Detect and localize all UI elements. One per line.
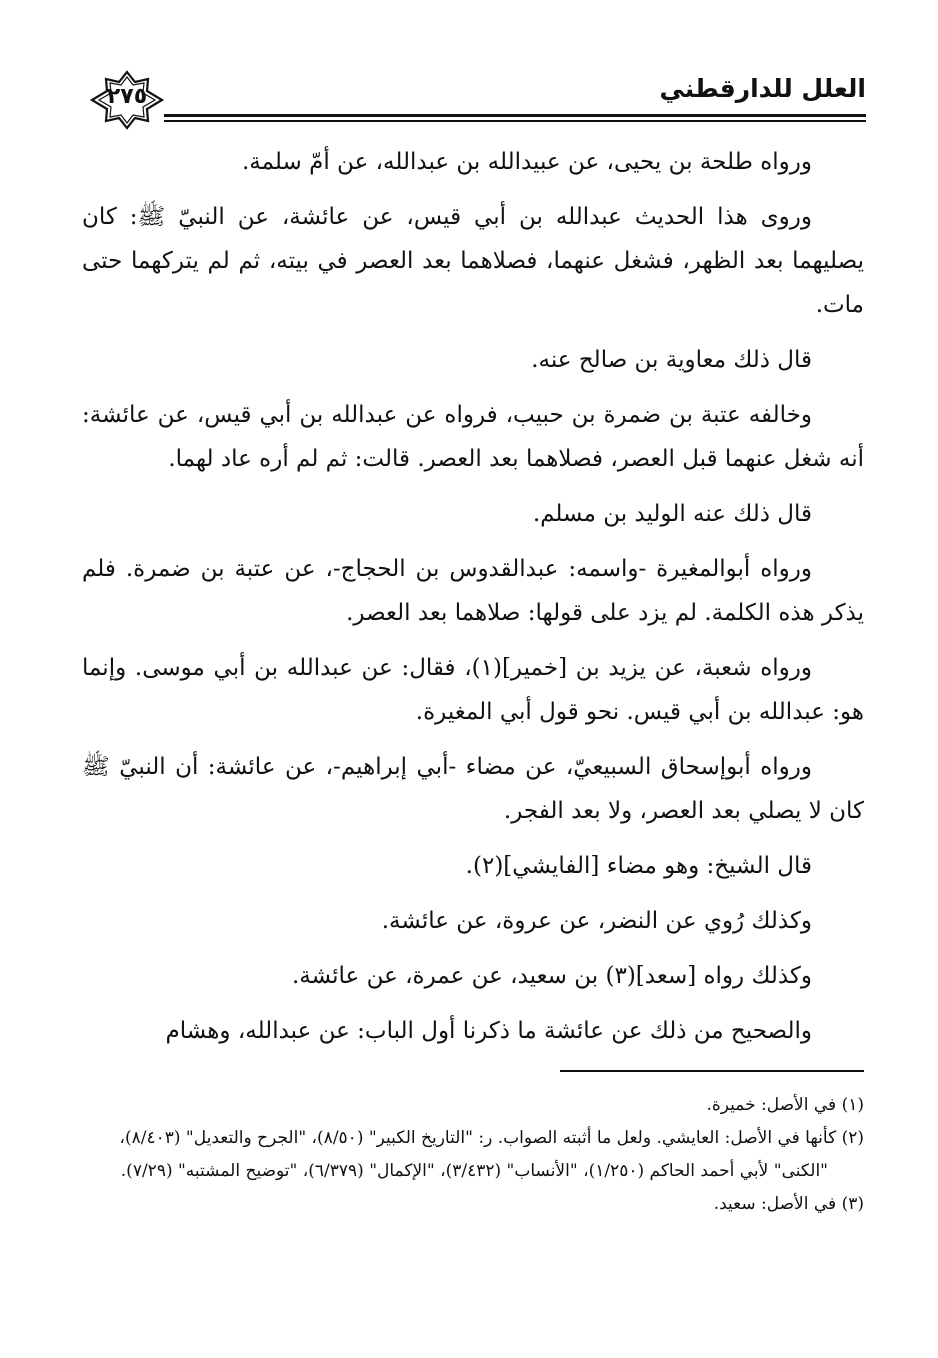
paragraph: ورواه طلحة بن يحيى، عن عبيدالله بن عبدالله، عن أمّ سلمة.	[241, 149, 812, 175]
paragraph: ورواه شعبة، عن يزيد بن [خمير](١)، فقال: عن عبدالله بن أبي موسى. وإنما هو: عبدالله بن أبي قيس. نحو قول أبي المغيرة.	[82, 655, 864, 725]
footnotes	[82, 1090, 864, 1222]
page-header	[88, 70, 866, 130]
paragraph: ورواه أبوالمغيرة -واسمه: عبدالقدوس بن الحجاج-، عن عتبة بن ضمرة. فلم يذكر هذه الكلمة. لم يزد على قولها: صلاهما بعد العصر.	[82, 556, 864, 626]
paragraph: وكذلك رُوي عن النضر، عن عروة، عن عائشة.	[381, 908, 812, 934]
footnote-continuation: "الكنى" لأبي أحمد الحاكم (١/٢٥٠)، "الأنساب" (٣/٤٣٢)، "الإكمال" (٦/٣٧٩)، "توضيح المشتبه" (٧/٢٩).	[120, 1161, 828, 1181]
page-number: ٢٧٥	[106, 84, 148, 109]
header-rule-thin	[164, 120, 866, 122]
main-text	[82, 140, 864, 1064]
paragraph: قال ذلك معاوية بن صالح عنه.	[531, 347, 812, 373]
footnote: (٣) في الأصل: سعيد.	[713, 1194, 864, 1214]
paragraph: وخالفه عتبة بن ضمرة بن حبيب، فرواه عن عبدالله بن أبي قيس، عن عائشة: أنه شغل عنهما قبل العصر، فصلاهما بعد العصر. قالت: ثم لم أره عاد لهما.	[82, 402, 864, 472]
paragraph: قال الشيخ: وهو مضاء [الفايشي](٢).	[465, 853, 812, 879]
header-rule-thick	[164, 114, 866, 117]
paragraph: والصحيح من ذلك عن عائشة ما ذكرنا أول الباب: عن عبدالله، وهشام	[165, 1018, 812, 1044]
paragraph: قال ذلك عنه الوليد بن مسلم.	[532, 501, 812, 527]
book-title: العلل للدارقطني	[659, 74, 866, 103]
footnote-separator	[560, 1070, 864, 1072]
footnote: (٢) كأنها في الأصل: العايشي. ولعل ما أثبته الصواب. ر: "التاريخ الكبير" (٨/٥٠)، "الجرح والتعديل" (٨/٤٠٣)،	[119, 1128, 864, 1148]
page-number-badge	[88, 70, 166, 130]
footnote: (١) في الأصل: خميرة.	[706, 1095, 864, 1115]
paragraph: وكذلك رواه [سعد](٣) بن سعيد، عن عمرة، عن عائشة.	[291, 963, 812, 989]
paragraph: وروى هذا الحديث عبدالله بن أبي قيس، عن عائشة، عن النبيّ ﷺ: كان يصليهما بعد الظهر، فشغل عنهما، فصلاهما بعد العصر في بيته، ثم لم يتركهما حتى مات.	[82, 204, 864, 318]
paragraph: ورواه أبوإسحاق السبيعيّ، عن مضاء -أبي إبراهيم-، عن عائشة: أن النبيّ ﷺ كان لا يصلي بعد العصر، ولا بعد الفجر.	[82, 754, 864, 824]
